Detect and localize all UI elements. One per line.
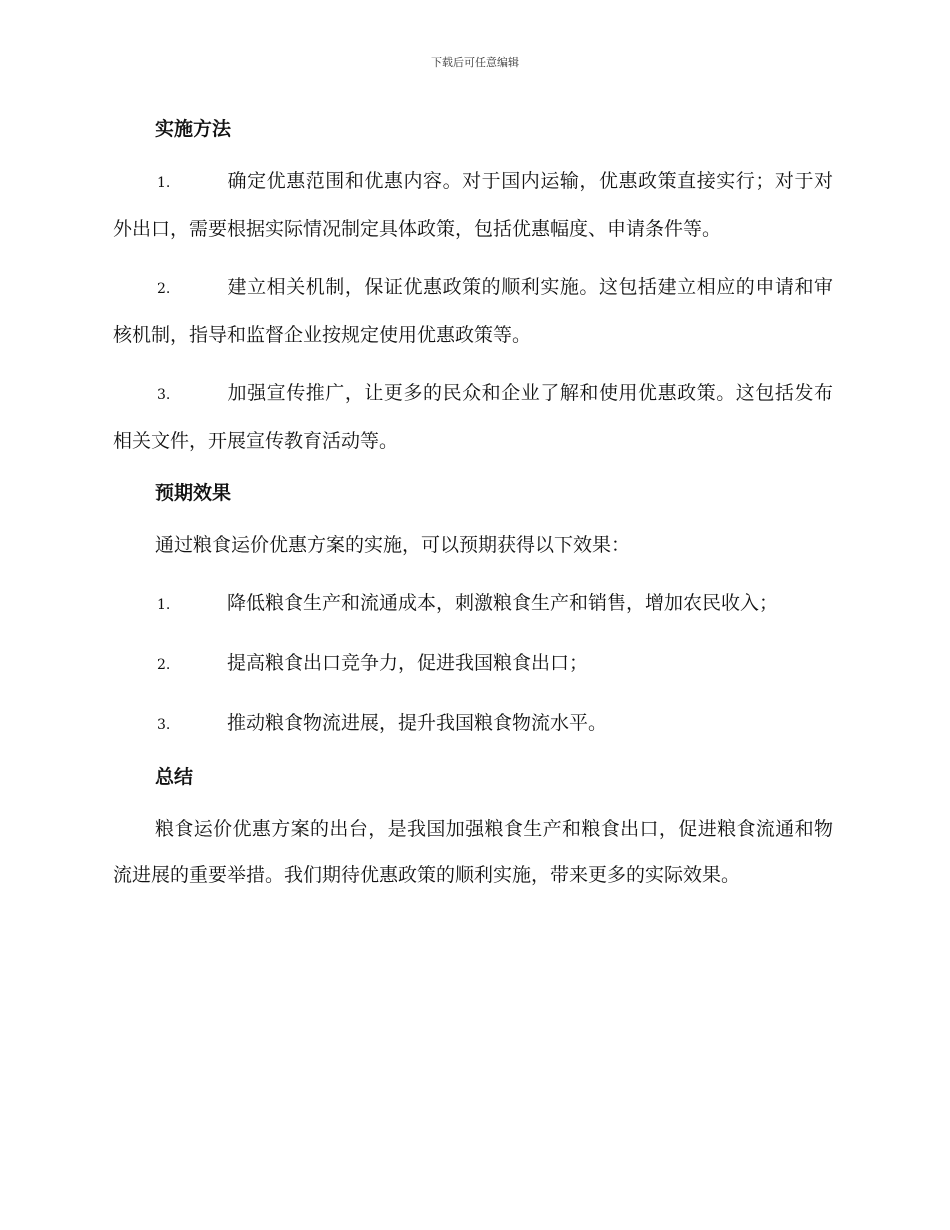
section-heading-method: 实施方法 <box>155 118 232 140</box>
effect-item-3 <box>113 700 833 748</box>
document-body <box>113 112 833 898</box>
list-text: 推动粮食物流进展，提升我国粮食物流水平。 <box>227 712 608 734</box>
summary-text: 粮食运价优惠方案的出台，是我国加强粮食生产和粮食出口，促进粮食流通和物流进展的重要举措。我们期待优惠政策的顺利实施，带来更多的实际效果。 <box>113 818 833 886</box>
list-number: 1. <box>157 597 171 613</box>
list-text: 降低粮食生产和流通成本，刺激粮食生产和销售，增加农民收入； <box>227 592 779 614</box>
list-number: 2. <box>157 281 171 297</box>
list-number: 1. <box>157 175 171 191</box>
effect-item-2 <box>113 640 833 688</box>
list-text: 提高粮食出口竞争力，促进我国粮食出口； <box>227 652 589 674</box>
list-number: 3. <box>157 717 171 733</box>
list-text: 建立相关机制，保证优惠政策的顺利实施。这包括建立相应的申请和审核机制，指导和监督企业按规定使用优惠政策等。 <box>113 276 833 346</box>
effect-intro: 通过粮食运价优惠方案的实施，可以预期获得以下效果： <box>155 534 631 556</box>
effect-item-1 <box>113 580 833 628</box>
list-number: 2. <box>157 657 171 673</box>
list-text: 加强宣传推广，让更多的民众和企业了解和使用优惠政策。这包括发布相关文件，开展宣传教育活动等。 <box>113 382 833 452</box>
list-text: 确定优惠范围和优惠内容。对于国内运输，优惠政策直接实行；对于对外出口，需要根据实际情况制定具体政策，包括优惠幅度、申请条件等。 <box>113 170 833 240</box>
section-heading-summary: 总结 <box>155 766 194 788</box>
list-number: 3. <box>157 387 171 403</box>
method-item-1 <box>113 158 833 252</box>
section-heading-effect: 预期效果 <box>155 482 232 504</box>
method-item-2 <box>113 264 833 358</box>
method-item-3 <box>113 370 833 464</box>
header-note: 下载后可任意编辑 <box>431 56 519 69</box>
